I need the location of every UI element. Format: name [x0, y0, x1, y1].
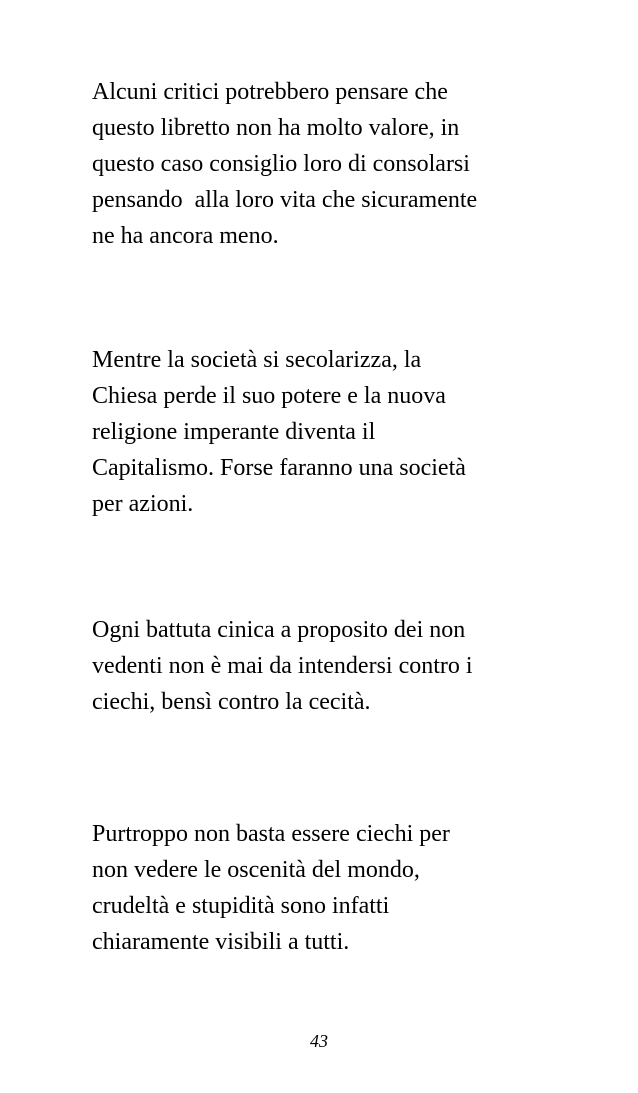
- text-line: questo libretto non ha molto valore, in: [92, 115, 460, 141]
- text-line: Chiesa perde il suo potere e la nuova: [92, 383, 446, 409]
- text-line: Alcuni critici potrebbero pensare che: [92, 79, 448, 105]
- text-line: questo caso consiglio loro di consolarsi: [92, 151, 470, 177]
- text-line: religione imperante diventa il: [92, 419, 376, 445]
- text-line: Ogni battuta cinica a proposito dei non: [92, 617, 466, 643]
- text-line: pensando alla loro vita che sicuramente: [92, 187, 478, 213]
- paragraph-societa: [92, 342, 562, 522]
- text-line: Purtroppo non basta essere ciechi per: [92, 821, 450, 847]
- text-line: per azioni.: [92, 491, 194, 517]
- page-number: 43: [310, 1031, 328, 1051]
- text-line: non vedere le oscenità del mondo,: [92, 857, 420, 883]
- text-line: ne ha ancora meno.: [92, 223, 279, 249]
- paragraph-critici: [92, 74, 562, 254]
- paragraph-ciechi: [92, 816, 562, 960]
- paragraph-battuta: [92, 612, 562, 720]
- text-line: ciechi, bensì contro la cecità.: [92, 689, 371, 715]
- text-line: chiaramente visibili a tutti.: [92, 929, 350, 955]
- text-line: crudeltà e stupidità sono infatti: [92, 893, 390, 919]
- text-line: Capitalismo. Forse faranno una società: [92, 455, 466, 481]
- text-line: vedenti non è mai da intendersi contro i: [92, 653, 473, 679]
- text-line: Mentre la società si secolarizza, la: [92, 347, 422, 373]
